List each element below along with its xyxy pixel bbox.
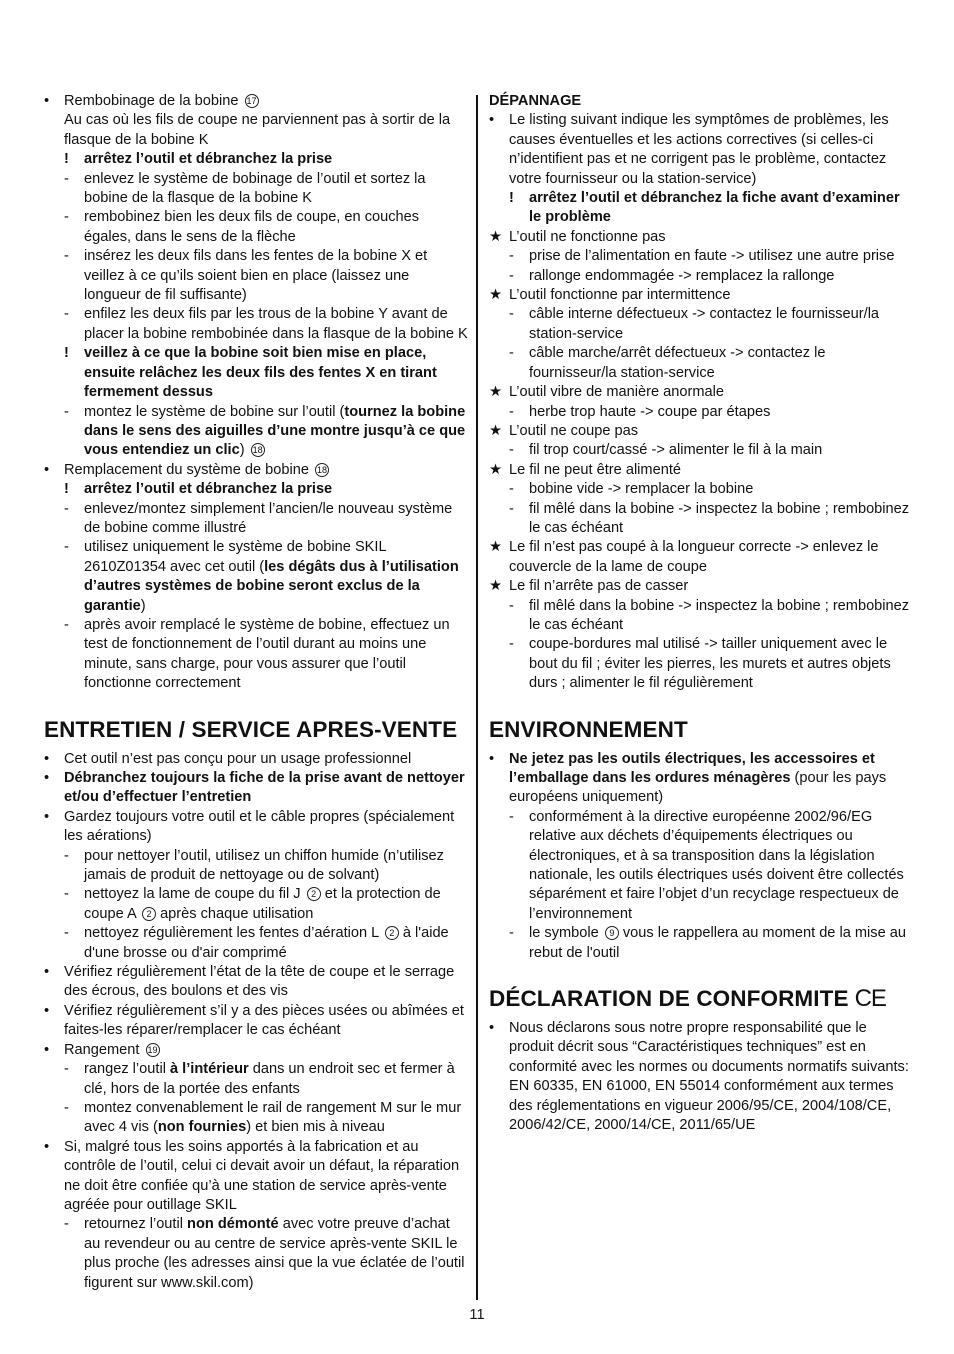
problem-item: ★ L’outil ne coupe pas bbox=[489, 422, 639, 439]
problem-item: ★ L’outil vibre de manière anormale bbox=[489, 384, 724, 401]
warning-item: ! arrêtez l’outil et débranchez la prise bbox=[44, 480, 468, 499]
problem-item: ★ Le fil n’arrête pas de casser bbox=[489, 578, 689, 595]
list-item: • Ne jetez pas les outils électriques, les accessoires et l’emballage dans les ordures ménagères (pour les pays européens uniquement) bbox=[489, 750, 887, 806]
bullet-text: Au cas où les fils de coupe ne parviennent pas à sortir de la flasque de la bobine K bbox=[64, 112, 451, 148]
list-item: - enlevez/montez simplement l’ancien/le nouveau système de bobine comme illustré bbox=[64, 500, 453, 536]
ce-mark-icon: CE bbox=[854, 985, 886, 1013]
list-item: - rembobinez bien les deux fils de coupe, en couches égales, dans le sens de la flèche bbox=[64, 209, 420, 245]
problem-item: ★ Le fil n’est pas coupé à la longueur correcte -> enlevez le couvercle de la lame de coupe bbox=[489, 539, 879, 575]
list-item: - fil mêlé dans la bobine -> inspectez la bobine ; rembobinez le cas échéant bbox=[509, 597, 910, 633]
list-item: - montez le système de bobine sur l’outil (tournez la bobine dans le sens des aiguilles d’une montre jusqu’à ce que vous entendiez un clic) 18 bbox=[64, 403, 466, 459]
right-column bbox=[489, 92, 911, 1136]
list-item: - coupe-bordures mal utilisé -> tailler uniquement avec le bout du fil ; éviter les pierres, les murets et autres objets durs ; alimenter le fil régulièrement bbox=[509, 636, 891, 692]
figure-ref: 18 bbox=[317, 464, 328, 475]
section-title-entretien: ENTRETIEN / SERVICE APRES-VENTE bbox=[44, 716, 458, 742]
list-item: - fil trop court/cassé -> alimenter le fil à la main bbox=[509, 442, 823, 459]
page-number: 11 bbox=[469, 1307, 485, 1323]
list-item: - retournez l’outil non démonté avec votre preuve d’achat au revendeur ou au centre de service après-vente SKIL le plus proche (les adresses ainsi que la vue éclatée de l’outil figurent sur www.skil.com) bbox=[64, 1216, 465, 1291]
list-item: • Rangement 19 bbox=[44, 1041, 158, 1058]
list-item: • Cet outil n’est pas conçu pour un usage professionnel bbox=[44, 750, 412, 767]
warning-text: arrêtez l’outil et débranchez la prise bbox=[84, 151, 333, 168]
list-item: - herbe trop haute -> coupe par étapes bbox=[509, 403, 771, 420]
warning-text: arrêtez l’outil et débranchez la prise bbox=[84, 481, 333, 498]
list-item: - montez convenablement le rail de rangement M sur le mur avec 4 vis (non fournies) et bien mis à niveau bbox=[64, 1099, 462, 1136]
figure-ref: 2 bbox=[142, 907, 156, 921]
warning-item: ! arrêtez l’outil et débranchez la prise bbox=[44, 150, 468, 169]
problem-item: ★ L’outil ne fonctionne pas bbox=[489, 228, 666, 245]
list-item: - nettoyez la lame de coupe du fil J 2 et la protection de coupe A 2 après chaque utilisation bbox=[64, 886, 441, 922]
warning-item: ! veillez à ce que la bobine soit bien mise en place, ensuite relâchez les deux fils des fentes X en tirant fermement dessus bbox=[44, 344, 468, 402]
list-item: - enlevez le système de bobinage de l’outil et sortez la bobine de la flasque de la bobine K bbox=[64, 170, 426, 207]
list-item: • Débranchez toujours la fiche de la prise avant de nettoyer et/ou d’effectuer l’entretien bbox=[44, 770, 465, 806]
list-item: - conformément à la directive européenne 2002/96/EG relative aux déchets d’équipements électriques ou électroniques, et à sa transposition dans la législation nationale, les outils électriques usés doivent être collectés séparément et faire l’objet d’un recyclage respectueux de l’environnement bbox=[509, 808, 904, 922]
list-item: - rallonge endommagée -> remplacez la rallonge bbox=[509, 267, 835, 284]
list-item: - insérez les deux fils dans les fentes de la bobine X et veillez à ce qu’ils soient bien en place (laissez une longueur de fil suffisante) bbox=[64, 248, 428, 304]
list-item: - fil mêlé dans la bobine -> inspectez la bobine ; rembobinez le cas échéant bbox=[509, 500, 910, 536]
warning-item: ! arrêtez l’outil et débranchez la fiche avant d’examiner le problème bbox=[489, 189, 911, 228]
list-item: - le symbole 9 vous le rappellera au moment de la mise au rebut de l'outil bbox=[509, 925, 906, 961]
list-item: - nettoyez régulièrement les fentes d’aération L 2 à l'aide d'une brosse ou d'air comprimé bbox=[64, 925, 449, 961]
figure-ref: 18 bbox=[252, 445, 263, 456]
figure-ref: 9 bbox=[605, 926, 619, 940]
list-item: - après avoir remplacé le système de bobine, effectuez un test de fonctionnement de l’outil durant au moins une minute, sans charge, pour vous assurer que l’outil fonctionne correctement bbox=[64, 616, 450, 692]
figure-ref: 17 bbox=[246, 96, 257, 106]
list-item: - câble marche/arrêt défectueux -> contactez le fournisseur/la station-service bbox=[509, 345, 826, 381]
section-title-depannage: DÉPANNAGE bbox=[489, 93, 582, 109]
list-item: - enfilez les deux fils par les trous de la bobine Y avant de placer la bobine rembobinée dans la flasque de la bobine K bbox=[64, 306, 468, 342]
list-item: • Remplacement du système de bobine 18 bbox=[44, 461, 328, 478]
problem-item: ★ L’outil fonctionne par intermittence bbox=[489, 287, 731, 304]
list-item: • Vérifiez régulièrement l’état de la tête de coupe et le serrage des écrous, des boulons et des vis bbox=[44, 964, 455, 1000]
list-item: • Vérifiez régulièrement s’il y a des pièces usées ou abîmées et faites-les réparer/remplacer le cas échéant bbox=[44, 1002, 464, 1039]
warning-text: veillez à ce que la bobine soit bien mise en place, ensuite relâchez les deux fils des fentes X en tirant fermement dessus bbox=[84, 345, 437, 401]
list-item: - prise de l’alimentation en faute -> utilisez une autre prise bbox=[509, 248, 895, 265]
list-item: • Rembobinage de la bobine 17 Au cas où les fils de coupe ne parviennent pas à sortir de la flasque de la bobine K bbox=[44, 93, 451, 148]
list-item: • Gardez toujours votre outil et le câble propres (spécialement les aérations) bbox=[44, 808, 455, 845]
list-item: - utilisez uniquement le système de bobine SKIL 2610Z01354 avec cet outil (les dégâts dus à l’utilisation d’autres systèmes de bobine seront exclus de la garantie) bbox=[64, 539, 459, 614]
warning-text: arrêtez l’outil et débranchez la fiche avant d’examiner le problème bbox=[529, 190, 900, 226]
column-divider bbox=[476, 95, 478, 1300]
figure-ref: 2 bbox=[385, 926, 399, 940]
list-item: - câble interne défectueux -> contactez le fournisseur/la station-service bbox=[509, 306, 880, 342]
section-title-environnement: ENVIRONNEMENT bbox=[489, 716, 688, 742]
list-item: • Le listing suivant indique les symptômes de problèmes, les causes éventuelles et les actions correctives (si celles-ci n’identifient pas et ne corrigent pas le problème, contactez votre fournisseur ou la station-service) bbox=[489, 112, 889, 187]
section-title-declaration: DÉCLARATION DE CONFORMITE CE bbox=[489, 985, 886, 1013]
bullet-text: Rembobinage de la bobine bbox=[64, 93, 239, 109]
figure-ref: 2 bbox=[307, 887, 321, 901]
list-item: • Nous déclarons sous notre propre responsabilité que le produit décrit sous “Caractéristiques techniques” est en conformité avec les normes ou documents normatifs suivants: EN 60335, EN 61000, EN 55014 conformément aux termes des réglementations en vigueur 2006/95/CE, 2004/108/CE, 2006/42/CE, 2000/14/CE, 2011/65/UE bbox=[489, 1020, 909, 1134]
left-column bbox=[44, 92, 468, 1293]
figure-ref: 19 bbox=[147, 1044, 158, 1055]
problem-item: ★ Le fil ne peut être alimenté bbox=[489, 461, 681, 478]
list-item: • Si, malgré tous les soins apportés à la fabrication et au contrôle de l’outil, celui ci devait avoir un défaut, la réparation ne doit être confiée qu’à une station de service après-vente agréée pour outillage SKIL bbox=[44, 1138, 460, 1213]
list-item: - rangez l’outil à l’intérieur dans un endroit sec et fermer à clé, hors de la portée des enfants bbox=[64, 1061, 455, 1097]
list-item: - pour nettoyer l’outil, utilisez un chiffon humide (n’utilisez jamais de produit de nettoyage ou de solvant) bbox=[64, 847, 444, 884]
list-item: - bobine vide -> remplacer la bobine bbox=[509, 481, 754, 498]
